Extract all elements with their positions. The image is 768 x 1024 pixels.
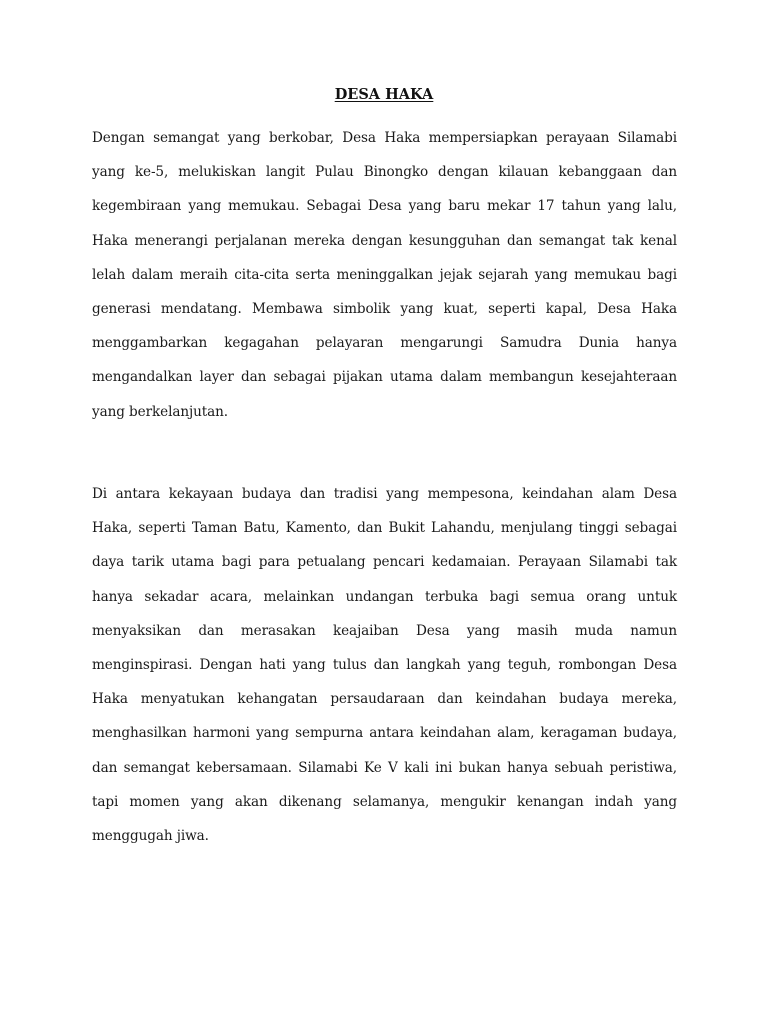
paragraph-1: Dengan semangat yang berkobar, Desa Haka mempersiapkan perayaan Silamabi yang ke-5, melukiskan langit Pulau Binongko dengan kilauan kebanggaan dan kegembiraan yang memukau. Sebagai Desa yang baru mekar 17 tahun yang lalu, Haka menerangi perjalanan mereka dengan kesungguhan dan semangat tak kenal lelah dalam meraih cita-cita serta meninggalkan jejak sejarah yang memukau bagi generasi mendatang. Membawa simbolik yang kuat, seperti kapal, Desa Haka menggambarkan kegagahan pelayaran mengarungi Samudra Dunia hanya mengandalkan layer dan sebagai pijakan utama dalam membangun kesejahteraan yang berkelanjutan. bbox=[92, 130, 677, 420]
paragraph-2: Di antara kekayaan budaya dan tradisi yang mempesona, keindahan alam Desa Haka, seperti Taman Batu, Kamento, dan Bukit Lahandu, menjulang tinggi sebagai daya tarik utama bagi para petualang pencari kedamaian. Perayaan Silamabi tak hanya sekadar acara, melainkan undangan terbuka bagi semua orang untuk menyaksikan dan merasakan keajaiban Desa yang masih muda namun menginspirasi. Dengan hati yang tulus dan langkah yang teguh, rombongan Desa Haka menyatukan kehangatan persaudaraan dan keindahan budaya mereka, menghasilkan harmoni yang sempurna antara keindahan alam, keragaman budaya, dan semangat kebersamaan. Silamabi Ke V kali ini bukan hanya sebuah peristiwa, tapi momen yang akan dikenang selamanya, mengukir kenangan indah yang menggugah jiwa. bbox=[92, 486, 677, 845]
document-title: DESA HAKA bbox=[334, 86, 434, 103]
